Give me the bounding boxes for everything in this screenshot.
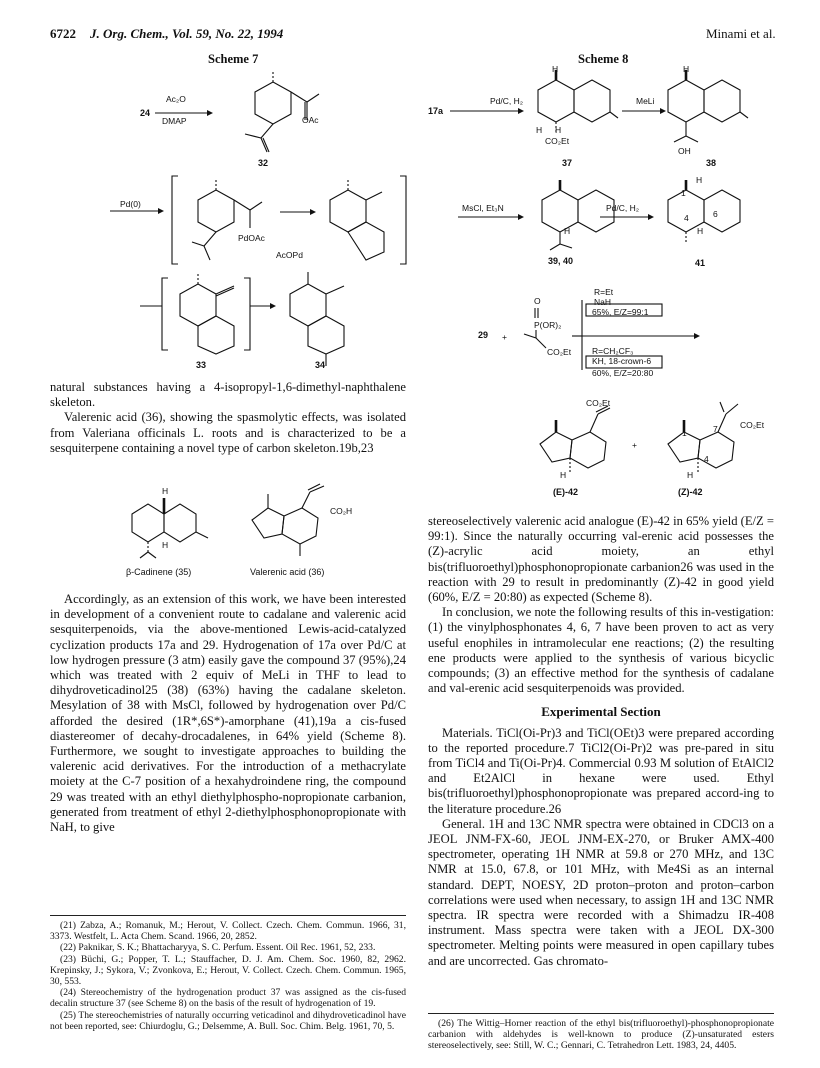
condition-r-et: R=Et — [594, 287, 614, 297]
acopd-label: AcOPd — [276, 250, 303, 260]
footnote-rule — [50, 915, 406, 916]
atom-number-4: 4 — [684, 213, 689, 223]
compound-38-label: 38 — [706, 158, 717, 168]
footnote: (23) Büchi, G.; Popper, T. L.; Stauffacher, D. J. Am. Chem. Soc. 1960, 82, 2962. Krepinsky, J.; Sykora, V.; Zvonkova, E.; Herout, V. Collect. Czech. Chem. Commun. 1965, 30, 553. — [50, 953, 406, 988]
right-footnotes — [428, 1018, 774, 1052]
left-footnotes — [50, 920, 406, 1032]
reagent-pd0: Pd(0) — [120, 199, 141, 209]
paragraph: natural substances having a 4-isopropyl-1,6-dimethyl-naphthalene skeleton. — [50, 380, 406, 410]
paragraph: General. 1H and 13C NMR spectra were obtained in CDCl3 on a JEOL JNM-FX-60, JEOL JNM-EX-270, or Bruker AMX-400 spectrometer, operating 1H NMR at 59.8 or 270 MHz, and 13C NMR at 15.0, 67.8, or 101 MHz, with Me4Si as an internal standard. DEPT, NOESY, 2D proton–proton and proton–carbon correlations were used when necessary, to assign 1H and 13C NMR spectra. IR spectra were recorded with a Shimadzu IR-408 instrument. Mass spectra were taken with a JEOL DX-300 spectrometer. Melting points were measured in open capillary tubes and are uncorrected. Gas chromato- — [428, 816, 774, 968]
compound-33-label: 33 — [196, 360, 207, 370]
left-column-upper — [50, 380, 406, 456]
reagent-meli: MeLi — [636, 96, 655, 106]
footnote: (26) The Wittig–Horner reaction of the ethyl bis(trifluoroethyl)-phosphonopropionate carbanion with aldehydes is well-known to produce (Z)-unsaturated esters stereoselectively, see: Still, W. C.; Gennari, C. Tetrahedron Lett. 1983, 24, 4405. — [428, 1018, 774, 1052]
compound-34-label: 34 — [315, 360, 326, 370]
oxygen-label: O — [534, 296, 541, 306]
scheme7-start-compound: 24 — [140, 108, 151, 118]
scheme7-title: Scheme 7 — [208, 52, 259, 66]
h-label: H — [162, 540, 169, 550]
compound-39-40-label: 39, 40 — [548, 256, 574, 266]
left-column-lower — [50, 592, 406, 835]
page-number: 6722 — [50, 26, 76, 41]
atom-number-6: 6 — [713, 209, 718, 219]
compound-z42-label: (Z)-42 — [678, 487, 703, 497]
h-label: H — [687, 470, 694, 480]
h-label: H — [560, 470, 567, 480]
footnote-rule — [428, 1013, 774, 1014]
atom-number-1: 1 — [682, 428, 687, 438]
compound-e42-label: (E)-42 — [553, 487, 579, 497]
scheme8-title: Scheme 8 — [578, 52, 629, 66]
h-label: H — [683, 64, 690, 74]
structure-41 — [650, 180, 750, 260]
footnote: (22) Paknikar, S. K.; Bhattacharyya, S. C. Perfum. Essent. Oil Rec. 1961, 52, 233. — [60, 942, 376, 954]
atom-number-4: 4 — [704, 454, 709, 464]
compound-29-label: 29 — [478, 330, 489, 340]
compound-41-label: 41 — [695, 258, 706, 268]
structure-38 — [650, 70, 760, 150]
caption-beta-cadinene: β-Cadinene (35) — [126, 567, 192, 577]
caption-valerenic-acid: Valerenic acid (36) — [250, 567, 325, 577]
co2et-label: CO₂Et — [545, 136, 570, 146]
co2et-label: CO₂Et — [740, 420, 765, 430]
structure-39-40 — [524, 180, 624, 260]
reagent-pdc-h2-2: Pd/C, H₂ — [606, 203, 640, 213]
atom-number-7: 7 — [713, 424, 718, 434]
pdoac-label: PdOAc — [238, 233, 265, 243]
co2et-label: CO₂Et — [586, 398, 611, 408]
footnote: (21) Zabza, A.; Romanuk, M.; Herout, V. Collect. Czech. Chem. Commun. 1966, 31, 3373. Westfelt, L. Acta Chem. Scand. 1966, 20, 2852. — [50, 920, 406, 943]
scheme8-start-compound: 17a — [428, 106, 444, 116]
h-label: H — [697, 226, 704, 236]
h-label: H — [696, 175, 703, 185]
paragraph: Accordingly, as an extension of this work, we have been interested in development of a convenient route to cadalane and valerenic acid sesquiterpenoids, via the above-mentioned Lewis-acid-catalyzed cyclization products 17a and 29. Hydrogenation of 17a over Pd/C at low hydrogen pressure (3 atm) easily gave the compound 37 (95%),24 which was treated with 2 equiv of MeLi in THF to lead to dihydroveticadinol25 (38) (63%) having the cadalane skeleton. Mesylation of 38 with MsCl, followed by hydrogenation over Pd/C afforded the desired (1R*,6S*)-amorphane (41),19a a cis-fused diastereomer of decahy-drocadalenes, in 64% yield (Scheme 8). Furthermore, we sought to investigate approaches to building the valerenic acid derivatives. For the introduction of a methacrylate moiety at the C-7 position of a hexahydroindene ring, the compound 29 was treated with an ethyl diethylphospho-nopropionate carbanion, generated from treatment of ethyl 2-diethylphosphonopropionate with NaH, to give — [50, 592, 406, 835]
reagent-pdc-h2-1: Pd/C, H₂ — [490, 96, 524, 106]
reaction-arrow — [450, 108, 530, 114]
condition-yield-1: 65%, E/Z=99:1 — [592, 307, 649, 317]
structures-42 — [520, 394, 760, 494]
footnote: (24) Stereochemistry of the hydrogenation product 37 was assigned as the cis-fused decalin structure 37 (see Scheme 8) on the basis of the result of hydrogenation of 19. — [50, 987, 406, 1010]
structures-33-34 — [140, 270, 400, 360]
reaction-arrow — [458, 214, 528, 220]
oh-label: OH — [678, 146, 691, 156]
compound-32-label: 32 — [258, 158, 269, 168]
running-authors: Minami et al. — [706, 26, 776, 41]
reagent-mscl: MsCl, Et₃N — [462, 203, 504, 213]
compound-37-label: 37 — [562, 158, 573, 168]
structures-35-36 — [120, 484, 370, 574]
p-or2-label: P(OR)₂ — [534, 320, 562, 330]
right-column — [428, 514, 774, 969]
plus-sign: + — [632, 440, 637, 450]
reagent-ac2o: Ac₂O — [166, 94, 186, 104]
paragraph: In conclusion, we note the following results of this in-vestigation: (1) the vinylphosphonates 4, 6, 7 have been proven to act as very useful enophiles in intramolecular ene reactions; (2) the resulting ene products were applied to the synthesis of various bicyclic compounds; (3) an effective method for the synthesis of cadalane and val-erenic acid sesquiterpenoids was provided. — [428, 605, 774, 696]
journal-citation: J. Org. Chem., Vol. 59, No. 22, 1994 — [90, 26, 284, 41]
paragraph: stereoselectively valerenic acid analogue (E)-42 in 65% yield (E/Z = 99:1). Since the naturally occurring val-erenic acid possesses the (Z)-acrylic acid moiety, an ethyl bis(trifluoroethyl)phosphonopropionate carbanion26 was used in the reaction with 29 to result in predominantly (Z)-42 in good yield (60%, E/Z = 20:80) as expected (Scheme 8). — [428, 514, 774, 605]
reaction-arrow — [110, 208, 170, 214]
h-label: H — [552, 64, 559, 74]
condition-yield-2: 60%, E/Z=20:80 — [592, 368, 654, 378]
condition-nah: NaH — [594, 297, 612, 307]
h-label: H — [162, 486, 169, 496]
oac-label: OAc — [302, 115, 319, 125]
co2h-label: CO₂H — [330, 506, 353, 516]
paragraph: Materials. TiCl(Oi-Pr)3 and TiCl(OEt)3 were prepared according to the reported procedure.7 TiCl2(Oi-Pr)2 was pre-pared in situ from TiCl4 and Ti(Oi-Pr)4. Commercial 0.93 M solution of EtAlCl2 and Et2AlCl in hexane were used. Ethyl bis(trifluoroethyl)phosphonopropionate was prepared accord-ing to the literature procedure.26 — [428, 725, 774, 816]
h-label: H — [564, 226, 571, 236]
condition-r-tfe: R=CH₂CF₃ — [592, 346, 634, 356]
section-heading: Experimental Section — [541, 704, 661, 720]
atom-number-1: 1 — [681, 188, 686, 198]
reaction-arrow — [155, 110, 215, 116]
h-label: H — [555, 125, 562, 135]
footnote: (25) The stereochemistries of naturally occurring veticadinol and dihydroveticadinol have not been reported, see: Chiurdoglu, G.; Delsemme, A. Bull. Soc. Chim. Belg. 1961, 70, 5. — [50, 1009, 406, 1032]
condition-kh: KH, 18-crown-6 — [592, 356, 652, 366]
plus-sign: + — [502, 332, 507, 342]
h-label: H — [536, 125, 543, 135]
co2et-label: CO₂Et — [547, 347, 572, 357]
reagent-dmap: DMAP — [162, 116, 187, 126]
paragraph: Valerenic acid (36), showing the spasmolytic effects, was isolated from Valeriana officinals L. roots and is characterized to be a sesquiterpene containing a novel type of carbon skeleton.19b,23 — [50, 410, 406, 455]
